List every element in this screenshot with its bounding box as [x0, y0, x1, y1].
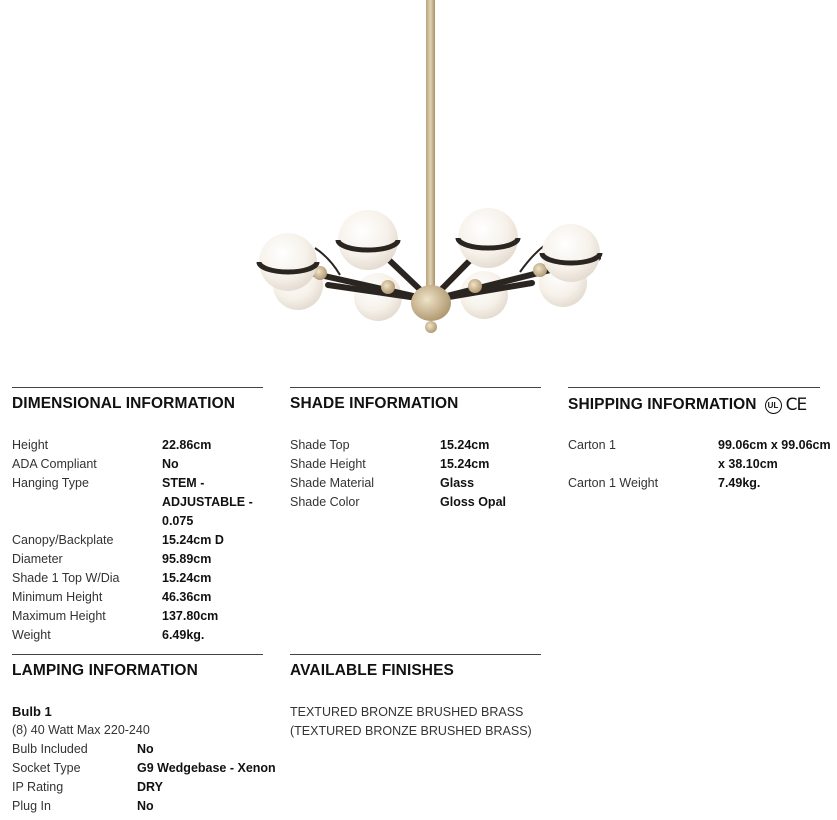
finish-item: TEXTURED BRONZE BRUSHED BRASS — [290, 705, 524, 719]
spec-value: 15.24cm — [162, 571, 212, 585]
section-title: SHADE INFORMATION — [290, 395, 459, 412]
spec-label: Height — [12, 438, 49, 452]
spec-row — [12, 550, 263, 569]
spec-label: Hanging Type — [12, 476, 89, 490]
spec-row — [12, 436, 263, 455]
bulb-title: Bulb 1 — [12, 704, 52, 719]
spec-row — [12, 588, 263, 607]
spec-value: No — [162, 457, 179, 471]
spec-label: ADA Compliant — [12, 457, 97, 471]
spec-value: 15.24cm — [440, 438, 490, 452]
shade-section — [290, 387, 541, 512]
spec-label: Carton 1 Weight — [568, 476, 659, 490]
spec-row — [12, 740, 263, 759]
spec-row — [568, 474, 820, 493]
spec-label: Minimum Height — [12, 590, 103, 604]
spec-label: Shade Color — [290, 495, 360, 509]
spec-label: Bulb Included — [12, 742, 88, 756]
spec-value: 15.24cm — [440, 457, 490, 471]
spec-row — [568, 436, 831, 474]
spec-value: G9 Wedgebase - Xenon — [137, 761, 276, 775]
spec-value: 137.80cm — [162, 609, 219, 623]
spec-row — [12, 455, 263, 474]
spec-value: Gloss Opal — [440, 495, 506, 509]
dimensional-section — [12, 387, 263, 645]
spec-row — [290, 455, 541, 474]
spec-value: STEM - ADJUSTABLE - 0.075 — [162, 476, 253, 528]
finishes-section — [290, 654, 541, 741]
spec-row — [12, 607, 263, 626]
certification-marks — [765, 395, 807, 415]
spec-label: Shade Material — [290, 476, 375, 490]
spec-value: DRY — [137, 780, 163, 794]
spec-row — [12, 797, 263, 816]
shipping-section — [568, 387, 831, 493]
spec-value: 95.89cm — [162, 552, 212, 566]
spec-value: 7.49kg. — [718, 476, 761, 490]
spec-label: Carton 1 — [568, 438, 616, 452]
spec-value: 22.86cm — [162, 438, 212, 452]
spec-label: IP Rating — [12, 780, 64, 794]
divider — [568, 387, 820, 388]
spec-value: 15.24cm D — [162, 533, 224, 547]
spec-label: Canopy/Backplate — [12, 533, 114, 547]
spec-value: No — [137, 742, 154, 756]
spec-value: Glass — [440, 476, 475, 490]
section-title: AVAILABLE FINISHES — [290, 662, 454, 679]
spec-label: Maximum Height — [12, 609, 106, 623]
chandelier-image — [0, 0, 837, 360]
section-title-text: SHIPPING INFORMATION — [568, 396, 757, 413]
ul-listed-icon: UL — [765, 397, 782, 414]
ce-mark-icon: CE — [785, 395, 807, 415]
spec-row — [12, 531, 263, 550]
spec-label: Shade 1 Top W/Dia — [12, 571, 120, 585]
section-title — [568, 395, 820, 415]
spec-label: Plug In — [12, 799, 51, 813]
spec-label: Weight — [12, 628, 51, 642]
spec-value: 6.49kg. — [162, 628, 205, 642]
finish-item: (TEXTURED BRONZE BRUSHED BRASS) — [290, 724, 532, 738]
bulb-description: (8) 40 Watt Max 220-240 — [12, 723, 150, 737]
spec-row — [290, 493, 541, 512]
spec-label: Diameter — [12, 552, 63, 566]
section-title: LAMPING INFORMATION — [12, 662, 198, 679]
divider — [290, 387, 541, 388]
spec-row — [12, 759, 276, 778]
lamping-section — [12, 654, 276, 816]
spec-value: 99.06cm x 99.06cm x 38.10cm — [718, 438, 831, 471]
spec-row — [12, 778, 263, 797]
spec-row — [12, 569, 263, 588]
divider — [12, 387, 263, 388]
spec-label: Socket Type — [12, 761, 81, 775]
spec-label: Shade Top — [290, 438, 350, 452]
divider — [12, 654, 263, 655]
section-title: DIMENSIONAL INFORMATION — [12, 395, 236, 412]
spec-row — [12, 626, 263, 645]
spec-value: No — [137, 799, 154, 813]
spec-label: Shade Height — [290, 457, 366, 471]
spec-row — [12, 474, 263, 531]
spec-row — [290, 474, 541, 493]
spec-row — [290, 436, 541, 455]
spec-value: 46.36cm — [162, 590, 212, 604]
divider — [290, 654, 541, 655]
